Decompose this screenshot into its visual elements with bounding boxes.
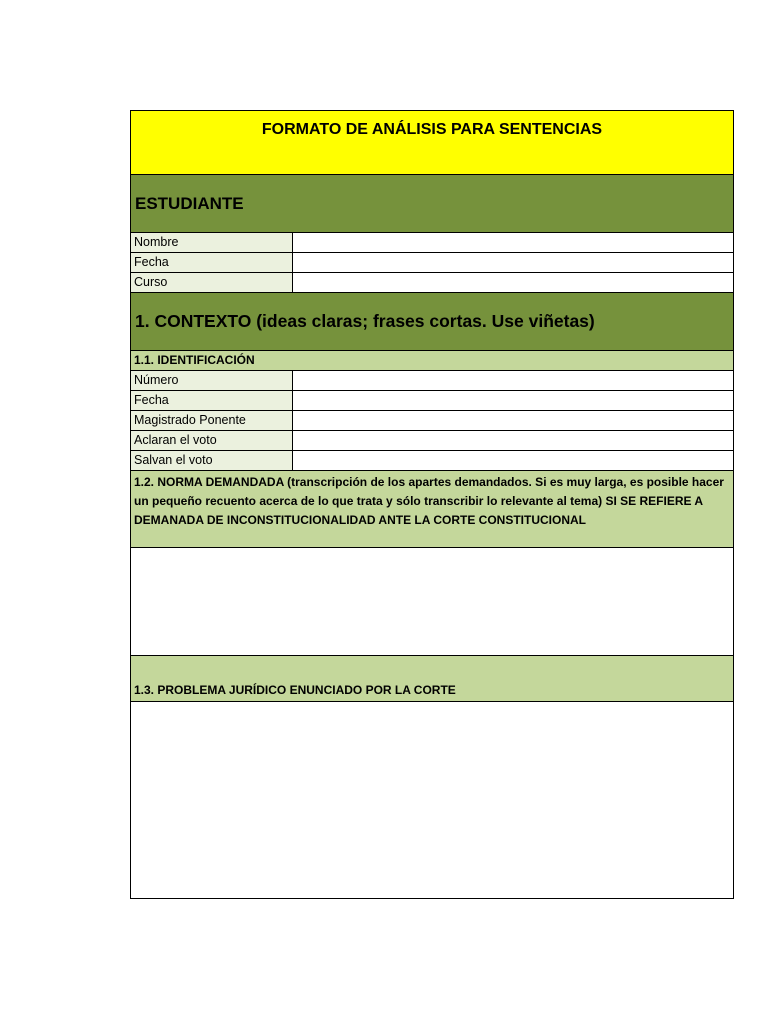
number-row	[131, 371, 733, 391]
form-title: FORMATO DE ANÁLISIS PARA SENTENCIAS	[131, 111, 733, 175]
student-name-field[interactable]	[293, 233, 733, 252]
sentence-date-field[interactable]	[293, 391, 733, 410]
number-field[interactable]	[293, 371, 733, 390]
field-label: Fecha	[131, 253, 293, 272]
field-label: Fecha	[131, 391, 293, 410]
context-section-heading: 1. CONTEXTO (ideas claras; frases cortas. Use viñetas)	[131, 293, 733, 351]
concurring-vote-row	[131, 431, 733, 451]
sentence-date-row	[131, 391, 733, 411]
field-label: Magistrado Ponente	[131, 411, 293, 430]
student-section-heading: ESTUDIANTE	[131, 175, 733, 233]
field-label: Aclaran el voto	[131, 431, 293, 450]
dissenting-vote-row	[131, 451, 733, 471]
problema-answer-field[interactable]	[131, 702, 733, 898]
field-label: Curso	[131, 273, 293, 292]
dissenting-vote-field[interactable]	[293, 451, 733, 470]
identification-heading: 1.1. IDENTIFICACIÓN	[131, 351, 733, 371]
field-label: Salvan el voto	[131, 451, 293, 470]
student-course-field[interactable]	[293, 273, 733, 292]
norma-answer-field[interactable]	[131, 548, 733, 656]
field-label: Número	[131, 371, 293, 390]
norma-heading: 1.2. NORMA DEMANDADA (transcripción de los apartes demandados. Si es muy larga, es posible hacer un pequeño recuento acerca de lo que trata y sólo transcribir lo relevante al tema) SI SE REFIERE A DEMANADA DE INCONSTITUCIONALIDAD ANTE LA CORTE CONSTITUCIONAL	[131, 471, 733, 548]
field-label: Nombre	[131, 233, 293, 252]
student-name-row	[131, 233, 733, 253]
student-date-row	[131, 253, 733, 273]
analysis-form	[130, 110, 734, 899]
student-course-row	[131, 273, 733, 293]
problema-heading: 1.3. PROBLEMA JURÍDICO ENUNCIADO POR LA CORTE	[131, 656, 733, 702]
concurring-vote-field[interactable]	[293, 431, 733, 450]
magistrate-field[interactable]	[293, 411, 733, 430]
student-date-field[interactable]	[293, 253, 733, 272]
magistrate-row	[131, 411, 733, 431]
